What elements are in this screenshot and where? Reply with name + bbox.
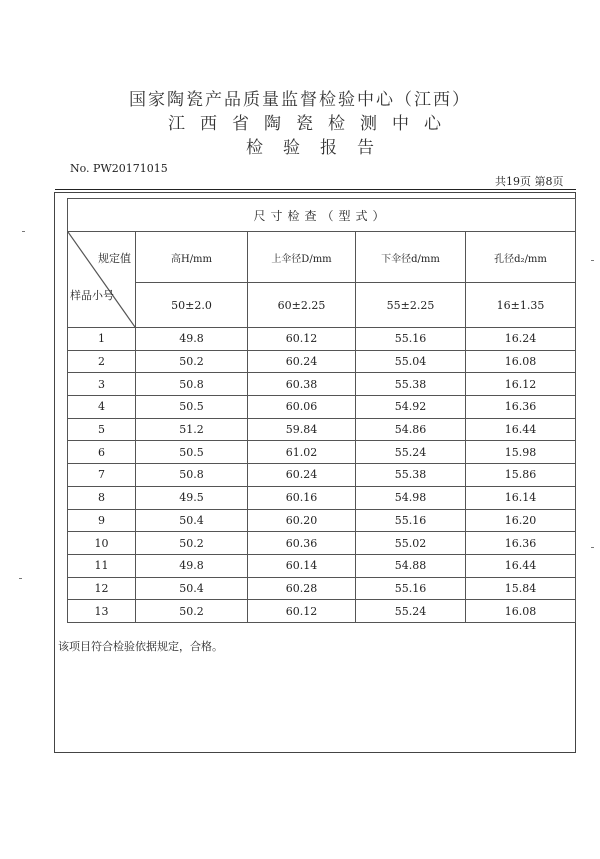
measurement-cell: 50.4 [136, 509, 248, 532]
margin-mark [22, 231, 25, 232]
measurement-cell: 49.5 [136, 486, 248, 509]
sample-number-cell: 4 [68, 396, 136, 419]
measurement-cell: 16.36 [466, 532, 576, 555]
measurement-cell: 50.2 [136, 600, 248, 623]
measurement-cell: 55.16 [356, 328, 466, 351]
sample-number-cell: 5 [68, 418, 136, 441]
measurement-cell: 16.08 [466, 350, 576, 373]
measurement-cell: 55.16 [356, 509, 466, 532]
table-row [68, 532, 576, 555]
measurement-cell: 54.98 [356, 486, 466, 509]
sample-number-cell: 11 [68, 554, 136, 577]
measurement-cell: 55.16 [356, 577, 466, 600]
sample-number-cell: 12 [68, 577, 136, 600]
measurement-cell: 50.8 [136, 373, 248, 396]
standard-value: 55±2.25 [356, 283, 466, 328]
measurement-cell: 15.86 [466, 464, 576, 487]
margin-mark [19, 578, 22, 579]
standard-value: 16±1.35 [466, 283, 576, 328]
measurement-cell: 60.36 [248, 532, 356, 555]
table-row [68, 464, 576, 487]
table-row [68, 328, 576, 351]
measurement-cell: 60.38 [248, 373, 356, 396]
measurement-cell: 49.8 [136, 328, 248, 351]
measurement-cell: 55.02 [356, 532, 466, 555]
diag-label-sample: 样品小号 [70, 289, 114, 302]
measurement-cell: 50.5 [136, 396, 248, 419]
header-line-2: 江西省陶瓷检测中心 [168, 114, 456, 134]
measurement-cell: 60.14 [248, 554, 356, 577]
measurement-cell: 55.38 [356, 464, 466, 487]
measurement-cell: 60.24 [248, 350, 356, 373]
sample-number-cell: 8 [68, 486, 136, 509]
measurement-cell: 55.24 [356, 441, 466, 464]
measurement-cell: 16.44 [466, 418, 576, 441]
measurement-cell: 16.08 [466, 600, 576, 623]
measurement-cell: 60.28 [248, 577, 356, 600]
measurement-cell: 60.24 [248, 464, 356, 487]
table-row [68, 373, 576, 396]
margin-mark [591, 260, 594, 261]
measurement-cell: 61.02 [248, 441, 356, 464]
measurement-cell: 60.16 [248, 486, 356, 509]
measurement-cell: 15.84 [466, 577, 576, 600]
header-rule [55, 189, 576, 190]
measurement-cell: 49.8 [136, 554, 248, 577]
table-row [68, 418, 576, 441]
dimension-table [67, 198, 576, 623]
measurement-cell: 54.88 [356, 554, 466, 577]
column-header: 高H/mm [136, 232, 248, 283]
table-title: 尺寸检查（型式） [68, 199, 576, 232]
measurement-cell: 60.12 [248, 328, 356, 351]
conclusion-note: 该项目符合检验依据规定，合格。 [58, 640, 223, 653]
measurement-cell: 16.24 [466, 328, 576, 351]
header-line-3: 检验报告 [246, 138, 394, 158]
margin-mark [591, 547, 594, 548]
table-row [68, 350, 576, 373]
measurement-cell: 16.12 [466, 373, 576, 396]
measurement-cell: 16.20 [466, 509, 576, 532]
sample-number-cell: 1 [68, 328, 136, 351]
table-row [68, 441, 576, 464]
measurement-cell: 60.12 [248, 600, 356, 623]
measurement-cell: 55.38 [356, 373, 466, 396]
measurement-cell: 50.4 [136, 577, 248, 600]
measurement-cell: 54.86 [356, 418, 466, 441]
measurement-cell: 50.2 [136, 532, 248, 555]
measurement-cell: 16.44 [466, 554, 576, 577]
measurement-cell: 55.24 [356, 600, 466, 623]
standard-value: 60±2.25 [248, 283, 356, 328]
page-info: 共19页 第8页 [495, 175, 564, 188]
diagonal-line [68, 232, 135, 327]
table-row [68, 577, 576, 600]
measurement-cell: 50.2 [136, 350, 248, 373]
measurement-cell: 55.04 [356, 350, 466, 373]
measurement-cell: 59.84 [248, 418, 356, 441]
measurement-cell: 15.98 [466, 441, 576, 464]
column-header: 下伞径d/mm [356, 232, 466, 283]
sample-number-cell: 10 [68, 532, 136, 555]
table-row [68, 396, 576, 419]
measurement-cell: 50.8 [136, 464, 248, 487]
measurement-cell: 51.2 [136, 418, 248, 441]
table-row [68, 554, 576, 577]
table-row [68, 600, 576, 623]
measurement-cell: 16.14 [466, 486, 576, 509]
measurement-cell: 60.06 [248, 396, 356, 419]
table-row [68, 486, 576, 509]
sample-number-cell: 3 [68, 373, 136, 396]
measurement-cell: 50.5 [136, 441, 248, 464]
header-line-1: 国家陶瓷产品质量监督检验中心（江西） [129, 90, 471, 110]
measurement-cell: 54.92 [356, 396, 466, 419]
sample-number-cell: 6 [68, 441, 136, 464]
sample-number-cell: 9 [68, 509, 136, 532]
table-row [68, 509, 576, 532]
diag-label-spec: 规定值 [98, 252, 131, 265]
standard-value: 50±2.0 [136, 283, 248, 328]
report-number: No. PW20171015 [70, 162, 168, 175]
column-header: 上伞径D/mm [248, 232, 356, 283]
measurement-cell: 16.36 [466, 396, 576, 419]
sample-number-cell: 7 [68, 464, 136, 487]
sample-number-cell: 13 [68, 600, 136, 623]
diagonal-header-cell [68, 232, 136, 328]
column-header: 孔径d₂/mm [466, 232, 576, 283]
sample-number-cell: 2 [68, 350, 136, 373]
measurement-cell: 60.20 [248, 509, 356, 532]
